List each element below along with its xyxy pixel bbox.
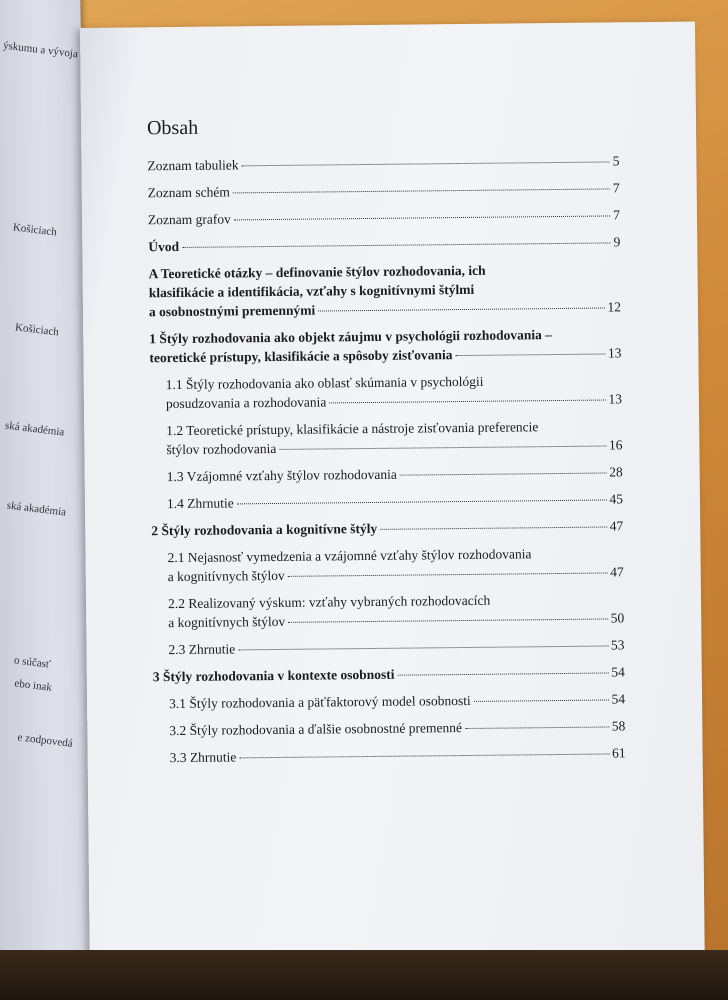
dot-leader [242,160,610,166]
toc-entry [148,205,620,229]
dot-leader [400,472,606,476]
dot-leader [239,752,609,758]
toc-entry [151,543,623,586]
toc-entry-title: 3.1 Štýly rozhodovania a päťfaktorový model osobnosti [169,692,471,712]
dot-leader [234,214,610,220]
toc-entry-title: 2 Štýly rozhodovania a kognitívne štýly [151,520,378,539]
table-of-contents [147,112,626,775]
book-page [80,22,705,968]
dot-leader [465,726,609,730]
toc-entry-title: Zoznam schém [147,184,230,201]
toc-entry-title: A Teoretické otázky – definovanie štýlov rozhodovania, ich [148,262,486,282]
dot-leader [182,241,610,247]
dot-leader [329,399,605,404]
toc-entry-title: 1.2 Teoretické prístupy, klasifikácie a nástroje zisťovania preferencie [166,419,539,439]
toc-entry [150,416,622,459]
toc-entry [150,370,622,413]
toc-entry [151,462,623,486]
toc-entry-title: teoretické prístupy, klasifikácie a spôsoby zisťovania [149,347,453,366]
toc-entry-title: 1 Štýly rozhodovania ako objekt záujmu v psychológii rozhodovania – [149,327,553,347]
dot-leader [233,187,610,193]
toc-entry-title: 3.2 Štýly rozhodovania a ďalšie osobnostné premenné [169,720,462,739]
toc-entry-title: posudzovania a rozhodovania [165,394,327,412]
toc-page-number: 28 [609,464,623,480]
toc-entry [153,662,625,686]
toc-entry-title: 1.3 Vzájomné vzťahy štýlov rozhodovania [166,466,397,485]
toc-page-number: 61 [612,745,626,761]
toc-page-number: 50 [610,610,625,626]
toc-entry-title: 3.3 Zhrnutie [169,749,237,766]
toc-entry [151,516,623,540]
left-page-fragment: ebo inak [13,677,53,694]
dot-leader [288,572,608,577]
toc-entry [151,489,623,513]
toc-entry-title: 1.4 Zhrnutie [166,495,234,512]
toc-entry-title: 1.1 Štýly rozhodovania ako oblasť skúmania v psychológii [165,373,484,393]
table-shadow [0,950,728,1000]
toc-entries [147,151,625,767]
toc-page-number: 53 [610,637,625,653]
toc-title: Obsah [146,116,199,140]
toc-page-number: 7 [613,207,621,223]
toc-entry-title: 2.3 Zhrnutie [168,641,236,658]
dot-leader [455,353,604,357]
toc-page-number: 54 [611,691,626,707]
toc-page-number: 54 [611,664,625,680]
toc-entry-title: a osobnostnými premennými [148,302,316,320]
toc-entry [148,259,621,321]
toc-entry-title: Zoznam tabuliek [147,157,239,174]
left-page-fragment: ýskumu a vývoja [2,39,79,61]
toc-page-number: 12 [607,299,622,315]
toc-page-number: 58 [611,718,626,734]
toc-page-number: 16 [608,437,623,453]
left-page-fragment: e zodpovedá [16,731,74,750]
dot-leader [279,445,606,450]
dot-leader [380,526,607,530]
toc-page-number: 47 [609,518,624,534]
toc-entry-title: a kognitívnych štýlov [168,613,286,631]
left-page-fragment: Košiciach [14,321,60,339]
toc-page-number: 13 [607,345,622,361]
dot-leader [397,672,608,676]
toc-entry [154,743,626,767]
toc-entry-title: Zoznam grafov [147,211,231,228]
toc-entry-title: štýlov rozhodovania [166,440,277,458]
left-page-fragment: ská akadémia [6,499,67,519]
toc-entry [147,151,619,175]
toc-entry [153,716,625,740]
dot-leader [237,499,607,505]
toc-entry [152,635,624,659]
dot-leader [474,699,609,702]
toc-entry [148,232,620,256]
toc-page-number: 13 [608,391,622,407]
toc-entry-title: klasifikácie a identifikácia, vzťahy s kognitívnymi štýlmi [148,281,475,301]
toc-page-number: 45 [609,491,624,507]
toc-entry-title: 3 Štýly rozhodovania v kontexte osobnosti [152,666,395,685]
toc-page-number: 47 [610,564,624,580]
left-page-fragment: Košiciach [12,221,58,239]
toc-entry [148,178,620,202]
toc-entry-title: 2.1 Nejasnosť vymedzenia a vzájomné vzťahy štýlov rozhodovania [167,546,532,566]
dot-leader [288,618,608,623]
toc-entry-title: a kognitívnych štýlov [167,567,285,585]
left-page-fragment: o súčasť [13,654,52,671]
dot-leader [318,307,604,312]
toc-entry [153,689,625,713]
toc-entry-title: Úvod [148,238,180,255]
toc-page-number: 9 [613,234,621,250]
toc-entry [149,324,621,367]
dot-leader [238,645,608,651]
toc-page-number: 7 [612,180,620,196]
toc-entry [152,589,624,632]
toc-entry-title: 2.2 Realizovaný výskum: vzťahy vybraných rozhodovacích [167,592,491,612]
left-page-fragment: ská akadémia [4,419,65,439]
toc-page-number: 5 [612,153,620,169]
